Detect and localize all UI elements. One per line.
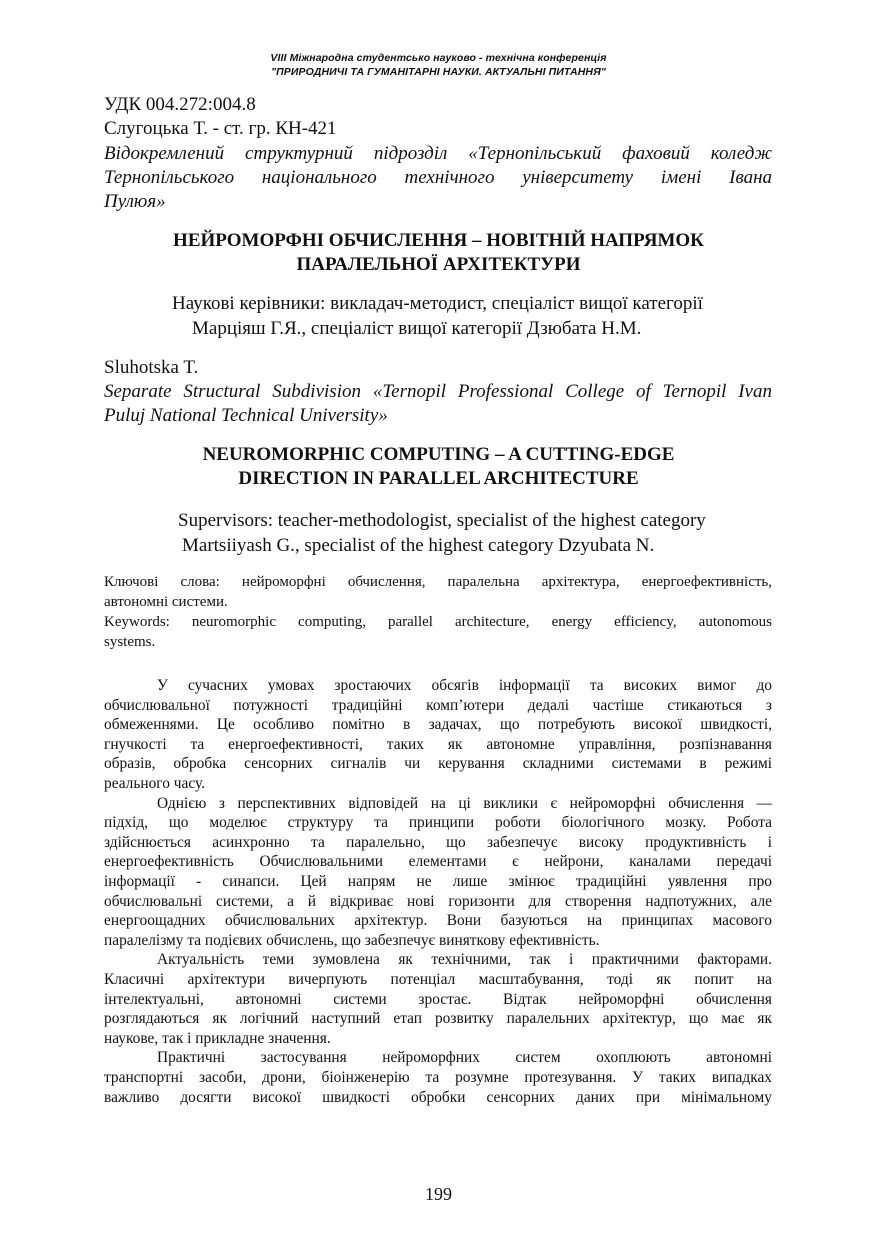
body-line: здійснюється асинхронно та паралельно, що забезпечує високу продуктивність і	[104, 833, 772, 851]
keywords-en-line: Keywords: neuromorphic computing, parallel architecture, energy efficiency, autonomous	[104, 614, 772, 630]
body-line: обчислювальні системи, а й відкриває нові горизонти для створення надпотужних, але	[104, 892, 772, 910]
conference-header-line-1: VIII Міжнародна студентсько науково - технічна конференція	[270, 52, 607, 64]
body-line: У сучасних умовах зростаючих обсягів інформації та високих вимог до	[157, 677, 772, 694]
affiliation-en-line: Separate Structural Subdivision «Ternopil Professional College of Ternopil Ivan	[104, 381, 772, 402]
title-ua-line: НЕЙРОМОРФНІ ОБЧИСЛЕННЯ – НОВІТНІЙ НАПРЯМОК	[173, 230, 704, 251]
supervisors-en-line: Supervisors: teacher-methodologist, specialist of the highest category	[178, 510, 706, 531]
page-number: 199	[425, 1184, 452, 1204]
body-line: обчислювальної потужності традиційні комп’ютери дедалі частіше стикаються з	[104, 696, 772, 714]
body-line: енергоощадних обчислювальних архітектур. Вони базуються на принципах масового	[104, 912, 772, 930]
body-line: Однією з перспективних відповідей на ці виклики є нейроморфні обчислення —	[157, 794, 772, 812]
body-line: підхід, що моделює структуру та принципи роботи біологічного мозку. Робота	[104, 814, 772, 832]
title-en-line: NEUROMORPHIC COMPUTING – A CUTTING-EDGE	[202, 444, 675, 465]
body-line: транспортні засоби, дрони, біоінженерію та розумне протезування. У таких випадках	[104, 1069, 772, 1086]
supervisors-en-line: Martsiiyash G., specialist of the highest category Dzyubata N.	[182, 535, 655, 556]
body-line: Класичні архітектури вичерпують потенціал масштабування, тоді як попит на	[104, 971, 772, 988]
body-line: розглядаються як логічний наступний етап розвитку паралельних архітектур, що має як	[104, 1010, 772, 1028]
affiliation-ua-line: Відокремлений структурний підрозділ «Тернопільський фаховий коледж	[104, 143, 772, 164]
affiliation-ua-line: Тернопільського національного технічного університету імені Івана	[104, 167, 772, 188]
supervisors-ua-line: Марціяш Г.Я., спеціаліст вищої категорії Дзюбата Н.М.	[192, 318, 642, 339]
body-line: наукове, так і прикладне значення.	[104, 1029, 331, 1047]
body-line: обмеженнями. Це особливо помітно в задачах, що потребують високої швидкості,	[104, 716, 772, 734]
supervisors-ua-line: Наукові керівники: викладач-методист, спеціаліст вищої категорії	[172, 293, 703, 314]
body-line: паралелізму та подієвих обчислень, що забезпечує виняткову ефективність.	[104, 931, 600, 949]
keywords-ua-line: Ключові слова: нейроморфні обчислення, паралельна архітектура, енергоефективність,	[104, 574, 772, 590]
keywords-en-line: systems.	[104, 634, 156, 650]
body-line: інтелектуальні, автономні системи зростає. Відтак нейроморфні обчислення	[104, 990, 772, 1008]
affiliation-en-line: Puluj National Technical University»	[104, 405, 388, 426]
body-line: важливо досягти високої швидкості обробки сенсорних даних при мінімальному	[104, 1088, 772, 1106]
body-line: образів, обробка сенсорних сигналів чи керування складними системами в режимі	[104, 755, 772, 773]
udc-code: УДК 004.272:004.8	[104, 94, 256, 115]
body-line: енергоефективність Обчислювальними елементами є нейрони, каналами передачі	[104, 853, 772, 871]
title-ua-line: ПАРАЛЕЛЬНОЇ АРХІТЕКТУРИ	[296, 254, 581, 275]
keywords-ua-line: автономні системи.	[104, 594, 228, 610]
author-en: Sluhotska T.	[104, 357, 199, 378]
author-ua: Слугоцька Т. - ст. гр. КН-421	[104, 118, 337, 139]
body-line: Актуальність теми зумовлена як технічними, так і практичними факторами.	[157, 951, 772, 969]
body-line: гнучкості та енергоефективності, таких як автономне управління, розпізнавання	[104, 735, 772, 753]
body-line: Практичні застосування нейроморфних систем охоплюють автономні	[157, 1049, 772, 1067]
body-line: інформації - синапси. Цей напрям не лише змінює традиційні уявлення про	[104, 873, 772, 890]
conference-header-line-2: "ПРИРОДНИЧІ ТА ГУМАНІТАРНІ НАУКИ. АКТУАЛЬНІ ПИТАННЯ"	[271, 66, 606, 78]
affiliation-ua-line: Пулюя»	[104, 191, 166, 212]
body-line: реального часу.	[104, 775, 205, 792]
title-en-line: DIRECTION IN PARALLEL ARCHITECTURE	[238, 468, 639, 489]
